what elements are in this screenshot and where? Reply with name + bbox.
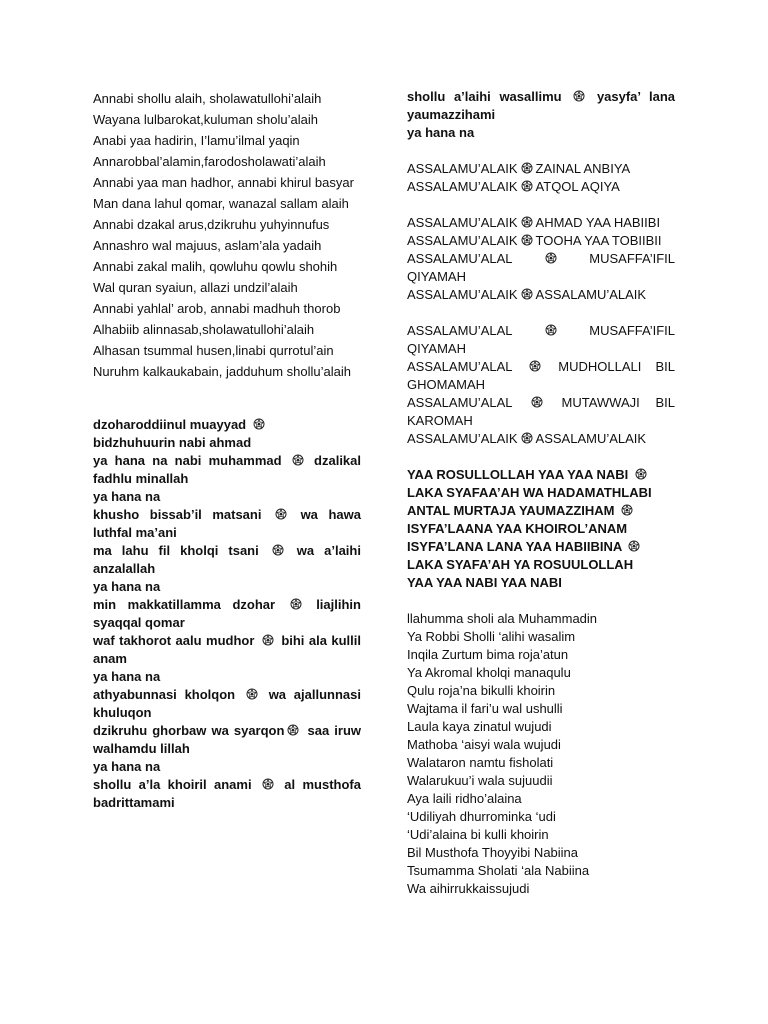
rosul-line: LAKA SYAFAA’AH WA HADAMATHLABI bbox=[407, 485, 652, 500]
poem-line: Qulu roja’na bikulli khoirin bbox=[407, 683, 556, 698]
lyric-line: Annabi dzakal arus,dzikruhu yuhyinnufus bbox=[93, 217, 330, 232]
rosul-line: ISYFA’LAANA YAA KHOIROL’ANAM bbox=[407, 521, 628, 536]
poem-line: ‘Udi’alaina bi kulli khoirin bbox=[407, 827, 549, 842]
salam-line: ASSALAMU’ALAIK ASSALAMU’ALAIK bbox=[407, 431, 647, 446]
poem-line: Aya laili ridho’alaina bbox=[407, 791, 522, 806]
verse-line: shollu a’laihi wasallimu yasyfa’ lana yaumazzihami bbox=[407, 89, 675, 122]
ornament-icon bbox=[545, 324, 557, 336]
verse-line: athyabunnasi kholqon wa ajallunnasi khuluqon bbox=[93, 687, 361, 720]
salam-line: ASSALAMU’ALAL MUTAWWAJI BIL KAROMAH bbox=[407, 395, 675, 428]
verse-line: khusho bissab’il matsani wa hawa luthfal ma’ani bbox=[93, 507, 361, 540]
salam-block-2 bbox=[407, 214, 675, 304]
left-column bbox=[93, 88, 361, 812]
poem-line: Ya Akromal kholqi manaqulu bbox=[407, 665, 571, 680]
lyric-line: Wal quran syaiun, allazi undzil’alaih bbox=[93, 280, 298, 295]
ornament-icon bbox=[262, 778, 274, 790]
ornament-icon bbox=[262, 634, 274, 646]
poem-line: Walarukuu’i wala sujuudii bbox=[407, 773, 553, 788]
verse-line: ya hana na nabi muhammad dzalikal fadhlu minallah bbox=[93, 453, 361, 486]
poem-line: Ya Robbi Sholli ‘alihi wasalim bbox=[407, 629, 576, 644]
poem-block bbox=[407, 610, 675, 898]
salam-line: ASSALAMU’ALAL MUDHOLLALI BIL GHOMAMAH bbox=[407, 359, 675, 392]
poem-line: Wajtama il fari’u wal ushulli bbox=[407, 701, 563, 716]
lyric-line: Annabi shollu alaih, sholawatullohi’alaih bbox=[93, 91, 322, 106]
verse-line: min makkatillamma dzohar liajlihin syaqqal qomar bbox=[93, 597, 361, 630]
salam-line: ASSALAMU’ALAIK ATQOL AQIYA bbox=[407, 179, 620, 194]
lyric-line: Annabi yahlal’ arob, annabi madhuh thorob bbox=[93, 301, 341, 316]
salam-block-1 bbox=[407, 160, 675, 196]
left-lyrics bbox=[93, 88, 361, 382]
lyric-line: Annarobbal’alamin,farodosholawati’alaih bbox=[93, 154, 326, 169]
poem-line: Mathoba ‘aisyi wala wujudi bbox=[407, 737, 561, 752]
left-verses bbox=[93, 416, 361, 812]
ornament-icon bbox=[287, 724, 299, 736]
ornament-icon bbox=[531, 396, 543, 408]
rosul-line: LAKA SYAFA’AH YA ROSUULOLLAH bbox=[407, 557, 634, 572]
rosul-line: YAA ROSULLOLLAH YAA YAA NABI bbox=[407, 466, 675, 484]
salam-line: ASSALAMU’ALAL MUSAFFA’IFIL QIYAMAH bbox=[407, 323, 675, 356]
lyric-line: Wayana lulbarokat,kuluman sholu’alaih bbox=[93, 112, 318, 127]
refrain-line: ya hana na bbox=[93, 759, 161, 774]
lyric-line: Nuruhm kalkaukabain, jadduhum shollu’alaih bbox=[93, 364, 351, 379]
ornament-icon bbox=[521, 216, 533, 228]
ornament-icon bbox=[246, 688, 258, 700]
lyric-line: Man dana lahul qomar, wanazal sallam alaih bbox=[93, 196, 349, 211]
refrain-line: ya hana na bbox=[93, 669, 161, 684]
salam-line: ASSALAMU’ALAIK TOOHA YAA TOBIIBII bbox=[407, 233, 662, 248]
poem-line: Laula kaya zinatul wujudi bbox=[407, 719, 552, 734]
ornament-icon bbox=[521, 180, 533, 192]
ornament-icon bbox=[521, 234, 533, 246]
ornament-icon bbox=[521, 162, 533, 174]
ornament-icon bbox=[621, 504, 633, 516]
right-column bbox=[407, 88, 675, 898]
refrain-line: ya hana na bbox=[93, 489, 161, 504]
ornament-icon bbox=[628, 540, 640, 552]
salam-line: ASSALAMU’ALAIK ZAINAL ANBIYA bbox=[407, 161, 631, 176]
poem-line: ‘Udiliyah dhurrominka ‘udi bbox=[407, 809, 556, 824]
ornament-icon bbox=[521, 432, 533, 444]
ornament-icon bbox=[275, 508, 287, 520]
verse-line: ma lahu fil kholqi tsani wa a’laihi anzalallah bbox=[93, 543, 361, 576]
lyric-line: Annabi zakal malih, qowluhu qowlu shohih bbox=[93, 259, 338, 274]
ornament-icon bbox=[635, 468, 647, 480]
ornament-icon bbox=[573, 90, 585, 102]
lyric-line: Alhabiib alinnasab,sholawatullohi’alaih bbox=[93, 322, 315, 337]
poem-line: Wa aihirrukkaissujudi bbox=[407, 881, 530, 896]
lyric-line: Annashro wal majuus, aslam’ala yadaih bbox=[93, 238, 322, 253]
poem-line: Inqila Zurtum bima roja’atun bbox=[407, 647, 569, 662]
ornament-icon bbox=[529, 360, 541, 372]
poem-line: Walataron namtu fisholati bbox=[407, 755, 554, 770]
ornament-icon bbox=[272, 544, 284, 556]
ornament-icon bbox=[521, 288, 533, 300]
salam-line: ASSALAMU’ALAIK AHMAD YAA HABIIBI bbox=[407, 215, 661, 230]
right-top-verse bbox=[407, 88, 675, 142]
refrain-line: ya hana na bbox=[93, 579, 161, 594]
verse-line: shollu a’la khoiril anami al musthofa badrittamami bbox=[93, 777, 361, 810]
ornament-icon bbox=[545, 252, 557, 264]
ornament-icon bbox=[253, 418, 265, 430]
salam-block-3 bbox=[407, 322, 675, 448]
verse-line: dzikruhu ghorbaw wa syarqon saa iruw walhamdu lillah bbox=[93, 723, 361, 756]
rosul-line: YAA YAA NABI YAA NABI bbox=[407, 575, 562, 590]
salam-line: ASSALAMU’ALAL MUSAFFA’IFIL QIYAMAH bbox=[407, 251, 675, 284]
rosul-line: ANTAL MURTAJA YAUMAZZIHAM bbox=[407, 502, 675, 520]
ornament-icon bbox=[290, 598, 302, 610]
lyric-line: Anabi yaa hadirin, I’lamu’ilmal yaqin bbox=[93, 133, 300, 148]
rosul-line: ISYFA’LANA LANA YAA HABIIBINA bbox=[407, 538, 675, 556]
verse-line: bidzhuhuurin nabi ahmad bbox=[93, 435, 252, 450]
poem-line: Bil Musthofa Thoyyibi Nabiina bbox=[407, 845, 579, 860]
salam-line: ASSALAMU’ALAIK ASSALAMU’ALAIK bbox=[407, 287, 647, 302]
rosul-block bbox=[407, 466, 675, 592]
lyric-line: Alhasan tsummal husen,linabi qurrotul’ain bbox=[93, 343, 334, 358]
poem-line: Tsumamma Sholati ‘ala Nabiina bbox=[407, 863, 590, 878]
refrain-line: ya hana na bbox=[407, 125, 475, 140]
verse-line: waf takhorot aalu mudhor bihi ala kullil anam bbox=[93, 633, 361, 666]
verse-line: dzoharoddiinul muayyad bbox=[93, 416, 361, 434]
poem-line: llahumma sholi ala Muhammadin bbox=[407, 611, 598, 626]
lyric-line: Annabi yaa man hadhor, annabi khirul basyar bbox=[93, 175, 354, 190]
ornament-icon bbox=[292, 454, 304, 466]
